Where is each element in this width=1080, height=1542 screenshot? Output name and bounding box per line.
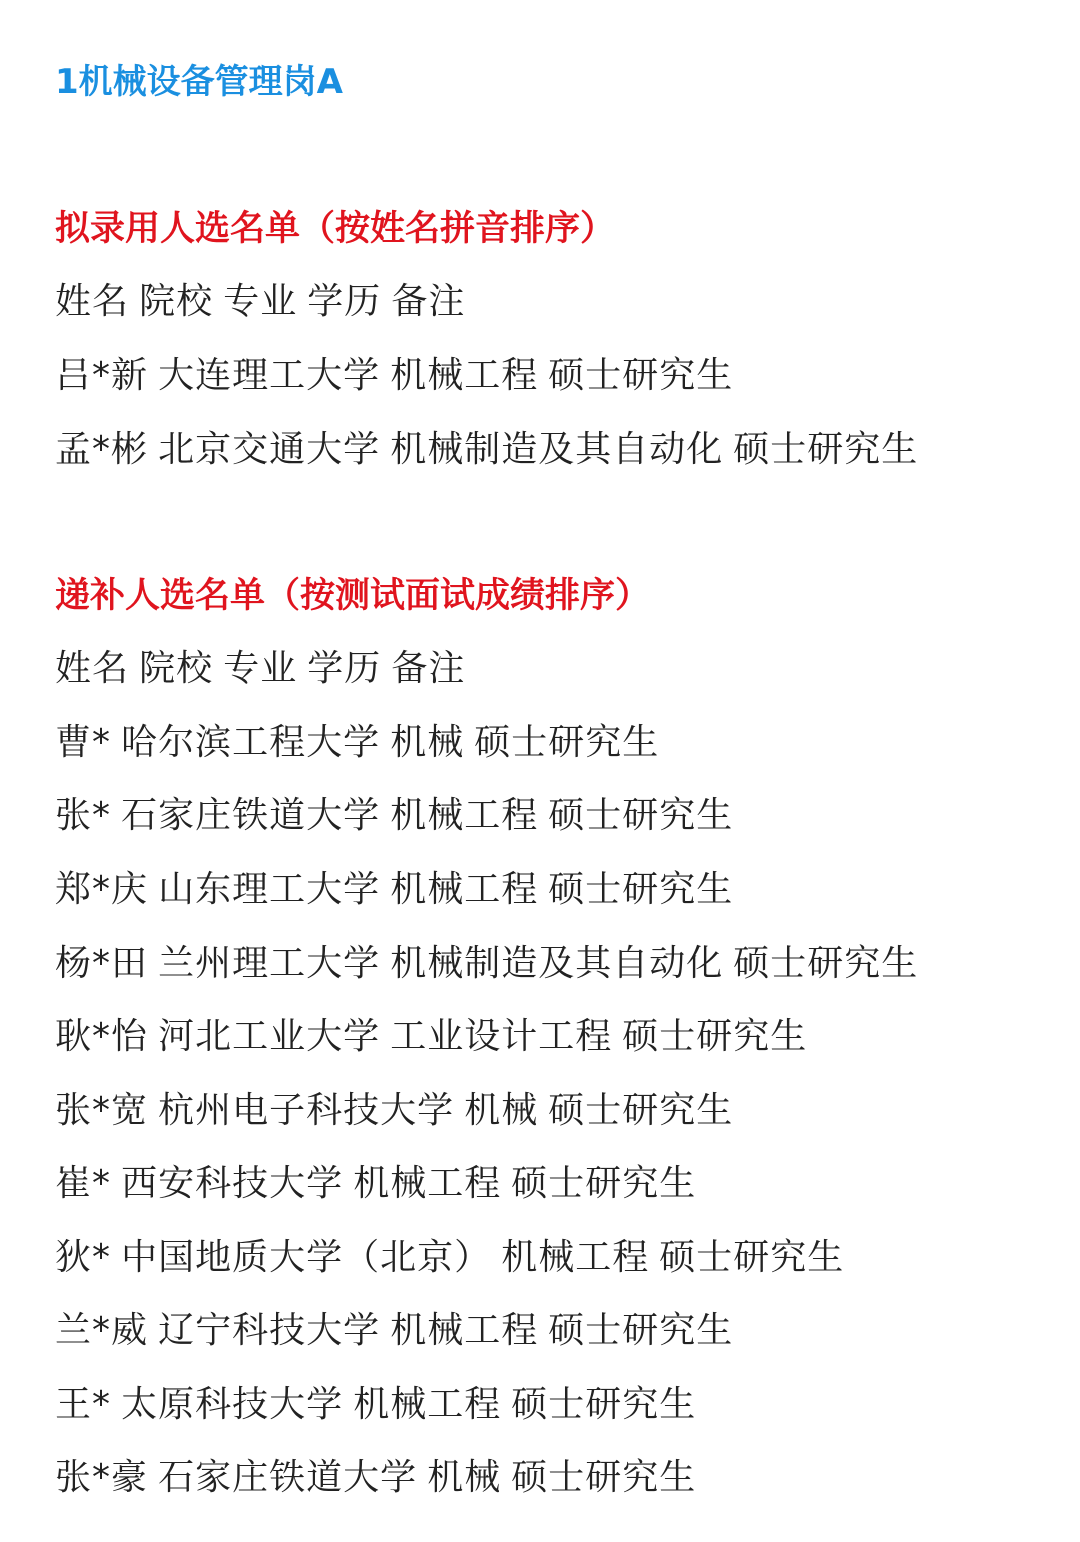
header-school: 院校 [139,648,214,689]
backup-row [55,1085,733,1137]
header-degree: 学历 [307,281,382,322]
candidate-major: 机械工程 [390,1310,539,1351]
backup-row [55,1379,696,1431]
candidate-school: 石家庄铁道大学 [121,795,381,836]
candidate-degree: 硕士研究生 [548,1090,734,1131]
hired-header-row [55,276,465,328]
candidate-major: 机械 [390,722,465,763]
backup-row [55,938,918,990]
backup-row [55,1011,807,1063]
candidate-name: 郑*庆 [55,869,149,910]
candidate-major: 机械工程 [390,869,539,910]
candidate-school: 石家庄铁道大学 [158,1457,418,1498]
header-note: 备注 [391,648,466,689]
header-school: 院校 [139,281,214,322]
header-name: 姓名 [55,281,130,322]
candidate-major: 机械工程 [390,355,539,396]
candidate-major: 机械制造及其自动化 [390,429,724,470]
candidate-major: 机械制造及其自动化 [390,943,724,984]
candidate-major: 机械工程 [353,1384,502,1425]
backup-row [55,717,659,769]
candidate-degree: 硕士研究生 [548,869,734,910]
candidate-school: 河北工业大学 [158,1016,381,1057]
candidate-name: 兰*威 [55,1310,149,1351]
candidate-school: 太原科技大学 [121,1384,344,1425]
candidate-school: 辽宁科技大学 [158,1310,381,1351]
candidate-school: 北京交通大学 [158,429,381,470]
candidate-name: 曹* [55,722,112,763]
backup-row [55,1452,696,1504]
backup-row [55,864,733,916]
candidate-name: 杨*田 [55,943,149,984]
candidate-school: 哈尔滨工程大学 [121,722,381,763]
candidate-name: 张*宽 [55,1090,149,1131]
header-major: 专业 [223,648,298,689]
candidate-name: 狄* [55,1237,112,1278]
header-major: 专业 [223,281,298,322]
backup-header-row [55,643,465,695]
candidate-name: 耿*怡 [55,1016,149,1057]
hired-section-title: 拟录用人选名单（按姓名拼音排序） [55,209,616,249]
candidate-degree: 硕士研究生 [474,722,660,763]
backup-row [55,1158,696,1210]
candidate-major: 机械工程 [390,795,539,836]
backup-section-title: 递补人选名单（按测试面试成绩排序） [55,576,651,616]
candidate-degree: 硕士研究生 [659,1237,845,1278]
candidate-degree: 硕士研究生 [511,1163,697,1204]
candidate-name: 孟*彬 [55,429,149,470]
candidate-major: 机械 [464,1090,539,1131]
candidate-school: 杭州电子科技大学 [158,1090,455,1131]
candidate-school: 山东理工大学 [158,869,381,910]
header-name: 姓名 [55,648,130,689]
hired-row [55,350,733,402]
candidate-school: 大连理工大学 [158,355,381,396]
job-title: 1机械设备管理岗A [55,62,343,102]
candidate-degree: 硕士研究生 [511,1457,697,1498]
candidate-name: 张* [55,795,112,836]
candidate-name: 吕*新 [55,355,149,396]
candidate-name: 王* [55,1384,112,1425]
candidate-degree: 硕士研究生 [548,355,734,396]
candidate-major: 机械工程 [501,1237,650,1278]
candidate-school: 兰州理工大学 [158,943,381,984]
backup-row [55,1305,733,1357]
backup-row [55,790,733,842]
candidate-school: 中国地质大学（北京） [121,1237,492,1278]
hired-row [55,424,918,476]
header-degree: 学历 [307,648,382,689]
candidate-degree: 硕士研究生 [511,1384,697,1425]
candidate-school: 西安科技大学 [121,1163,344,1204]
candidate-name: 张*豪 [55,1457,149,1498]
candidate-degree: 硕士研究生 [622,1016,808,1057]
candidate-degree: 硕士研究生 [548,795,734,836]
candidate-degree: 硕士研究生 [733,943,919,984]
candidate-degree: 硕士研究生 [548,1310,734,1351]
candidate-degree: 硕士研究生 [733,429,919,470]
candidate-major: 工业设计工程 [390,1016,613,1057]
candidate-name: 崔* [55,1163,112,1204]
candidate-major: 机械工程 [353,1163,502,1204]
header-note: 备注 [391,281,466,322]
backup-row [55,1232,844,1284]
candidate-major: 机械 [427,1457,502,1498]
